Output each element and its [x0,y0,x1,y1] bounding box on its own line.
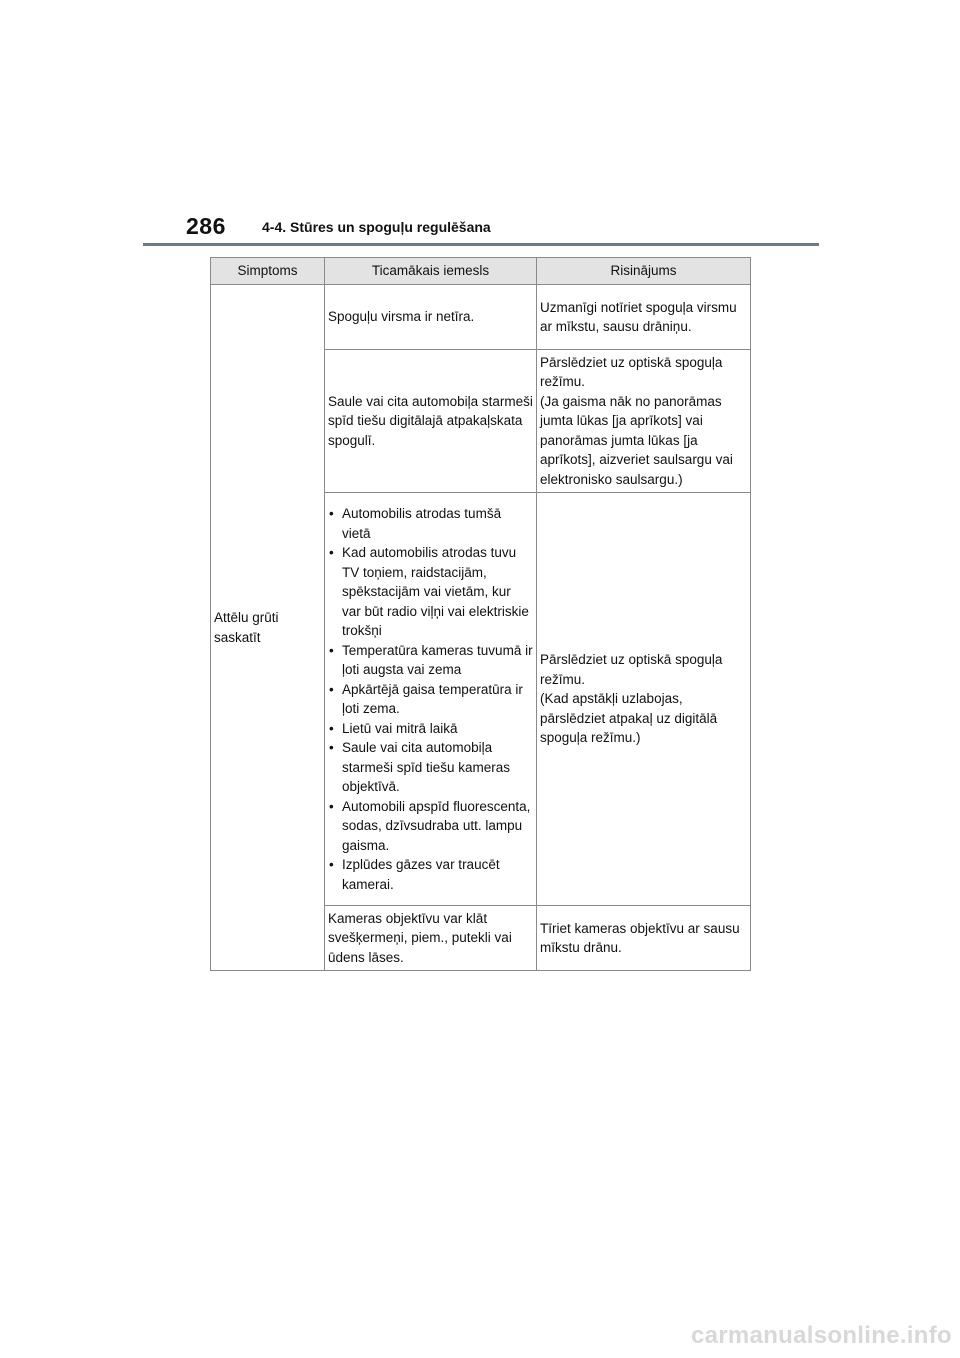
solution-cell: Pārslēdziet uz optiskā spoguļa režīmu. (Kad apstākļi uzlabojas, pārslēdziet atpakaļ uz digitālā spoguļa režīmu.) [537,493,751,906]
table-header-row [211,258,751,285]
watermark-text: carmanualsonline.info [690,1322,952,1349]
solution-cell: Tīriet kameras objektīvu ar sausu mīkstu drānu. [537,906,751,971]
solution-cell: Pārslēdziet uz optiskā spoguļa režīmu. (Ja gaisma nāk no panorāmas jumta lūkas [ja aprīkots] vai panorāmas jumta lūkas [ja aprīkots], aizveriet saulsargu vai elektronisko saulsargu.) [537,350,751,493]
column-header-cause: Ticamākais iemesls [325,258,537,285]
cause-cell: Kameras objektīvu var klāt svešķermeņi, piem., putekli vai ūdens lāses. [325,906,537,971]
cause-cell: Spoguļu virsma ir netīra. [325,285,537,350]
list-item: • Izplūdes gāzes var traucēt kamerai. [328,855,533,894]
list-item: • Automobili apspīd fluorescenta, sodas, dzīvsudraba utt. lampu gaisma. [328,797,533,856]
column-header-solution: Risinājums [537,258,751,285]
section-title: 4-4. Stūres un spoguļu regulēšana [262,219,491,235]
list-item: • Automobilis atrodas tumšā vietā [328,504,533,543]
solution-cell: Uzmanīgi notīriet spoguļa virsmu ar mīkstu, sausu drāniņu. [537,285,751,350]
list-item: • Lietū vai mitrā laikā [328,719,533,739]
column-header-symptom: Simptoms [211,258,325,285]
cause-cell: Saule vai cita automobiļa starmeši spīd tiešu digitālajā atpakaļskata spogulī. [325,350,537,493]
list-item: • Kad automobilis atrodas tuvu TV toņiem, raidstacijām, spēkstacijām vai vietām, kur var būt radio viļņi vai elektriskie trokšņi [328,543,533,641]
troubleshooting-table [210,257,751,971]
list-item: • Saule vai cita automobiļa starmeši spīd tiešu kameras objektīvā. [328,738,533,797]
cause-list [328,504,533,894]
list-item: • Apkārtējā gaisa temperatūra ir ļoti zema. [328,680,533,719]
table-row [211,285,751,350]
list-item: • Temperatūra kameras tuvumā ir ļoti augsta vai zema [328,641,533,680]
header-divider [143,243,819,246]
page-number: 286 [186,213,226,239]
symptom-cell: Attēlu grūti saskatīt [211,285,325,971]
cause-cell [325,493,537,906]
